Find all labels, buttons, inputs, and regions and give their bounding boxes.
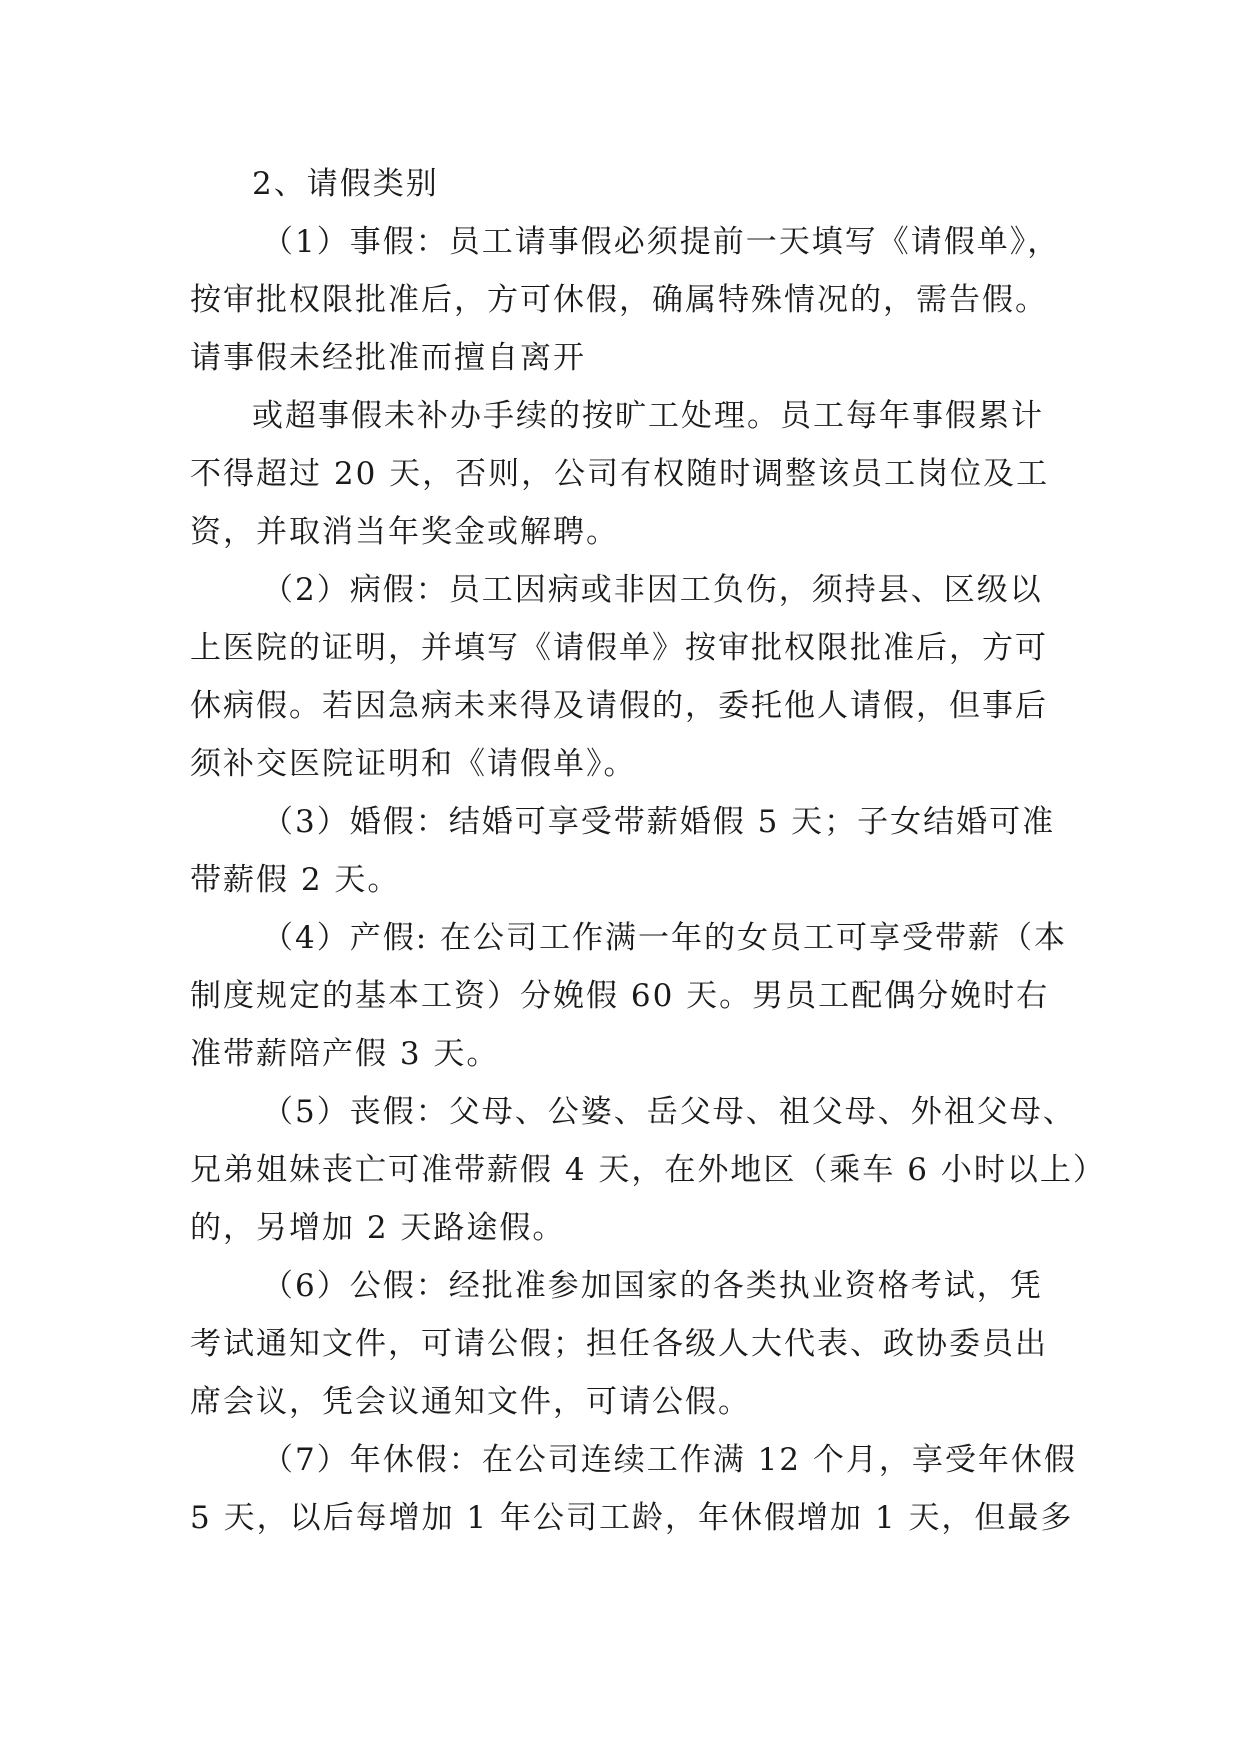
paragraph-line: （2）病假：员工因病或非因工负伤，须持县、区级以 (262, 572, 1043, 608)
paragraph-line: （3）婚假：结婚可享受带薪婚假 5 天；子女结婚可准 (262, 804, 1056, 840)
paragraph-line: 资，并取消当年奖金或解聘。 (190, 514, 619, 550)
section-heading: 2、请假类别 (252, 166, 439, 202)
paragraph-line: （7）年休假：在公司连续工作满 12 个月，享受年休假 (262, 1442, 1077, 1478)
paragraph-line: 带薪假 2 天。 (190, 862, 401, 898)
paragraph-line: 5 天，以后每增加 1 年公司工龄，年休假增加 1 天，但最多 (190, 1500, 1074, 1536)
paragraph-line: 须补交医院证明和《请假单》。 (190, 746, 637, 782)
paragraph-line: 不得超过 20 天，否则，公司有权随时调整该员工岗位及工 (190, 456, 1050, 492)
paragraph-line: （5）丧假：父母、公婆、岳父母、祖父母、外祖父母、 (262, 1094, 1076, 1130)
paragraph-line: 兄弟姐妹丧亡可准带薪假 4 天，在外地区（乘车 6 小时以上） (190, 1152, 1106, 1188)
paragraph-line: 按审批权限批准后，方可休假，确属特殊情况的，需告假。 (190, 282, 1048, 318)
paragraph-line: 制度规定的基本工资）分娩假 60 天。男员工配偶分娩时右 (190, 978, 1050, 1014)
paragraph-line: 或超事假未补办手续的按旷工处理。员工每年事假累计 (252, 398, 1044, 434)
paragraph-line: 上医院的证明，并填写《请假单》按审批权限批准后，方可 (190, 630, 1048, 666)
paragraph-line: 休病假。若因急病未来得及请假的，委托他人请假，但事后 (190, 688, 1048, 724)
paragraph-line: 请事假未经批准而擅自离开 (190, 340, 586, 376)
paragraph-line: （1）事假：员工请事假必须提前一天填写《请假单》， (262, 224, 1061, 260)
paragraph-line: （4）产假: 在公司工作满一年的女员工可享受带薪（本 (262, 920, 1068, 956)
paragraph-line: 考试通知文件，可请公假；担任各级人大代表、政协委员出 (190, 1326, 1048, 1362)
paragraph-line: （6）公假：经批准参加国家的各类执业资格考试，凭 (262, 1268, 1043, 1304)
paragraph-line: 席会议，凭会议通知文件，可请公假。 (190, 1384, 751, 1420)
paragraph-line: 准带薪陪产假 3 天。 (190, 1036, 500, 1072)
paragraph-line: 的，另增加 2 天路途假。 (190, 1210, 566, 1246)
